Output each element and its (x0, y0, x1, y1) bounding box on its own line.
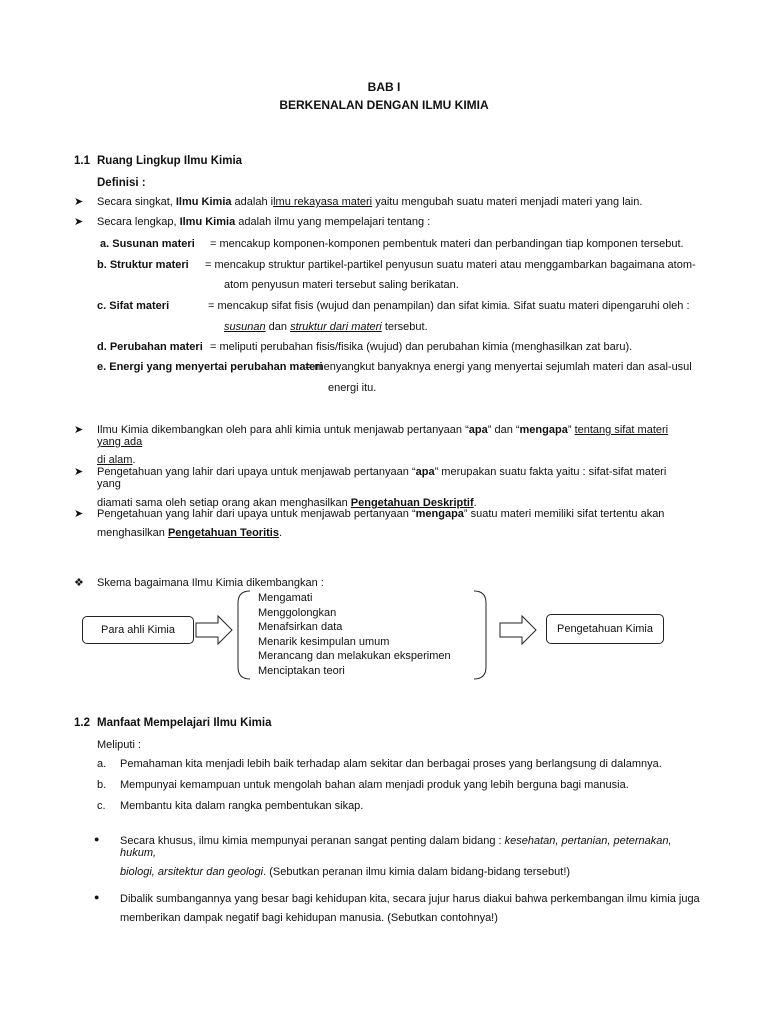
right-brace-icon (474, 591, 486, 679)
definition-long: Secara lengkap, Ilmu Kimia adalah ilmu yang mempelajari tentang : (97, 216, 431, 228)
paragraph-teoritis: Pengetahuan yang lahir dari upaya untuk menjawab pertanyaan “mengapa” suatu materi memiliki sifat tertentu akan menghasilkan Pengetahuan Teoritis. (97, 508, 665, 539)
process-step: Mengamati (258, 592, 313, 604)
section-heading: Manfaat Mempelajari Ilmu Kimia (97, 717, 272, 729)
section-heading: Ruang Lingkup Ilmu Kimia (97, 155, 243, 167)
item-label: c. Sifat materi (97, 300, 170, 312)
paragraph-peranan: Secara khusus, ilmu kimia mempunyai peranan sangat penting dalam bidang : kesehatan, pertanian, peternakan, hukum, biologi, arsitektur dan geologi. (Sebutkan peranan ilmu kimia dalam bidang-bidang tersebut!) (120, 835, 672, 878)
skema-caption: Skema bagaimana Ilmu Kimia dikembangkan : (97, 577, 324, 589)
item-text: = mencakup komponen-komponen pembentuk materi dan perbandingan tiap komponen tersebut. (210, 238, 684, 250)
item-label: b. Struktur materi (97, 259, 189, 271)
list-marker: a. (97, 758, 107, 770)
paragraph-deskriptif: Pengetahuan yang lahir dari upaya untuk menjawab pertanyaan “apa” merupakan suatu fakta yaitu : sifat-sifat materi yang diamati sama oleh setiap orang akan menghasilkan Pengetahuan Deskriptif. (97, 466, 667, 509)
item-text: = menyangkut banyaknya energi yang menyertai sejumlah materi dan asal-usul (305, 361, 692, 373)
definisi-label: Definisi : (97, 177, 146, 189)
list-marker: b. (97, 779, 107, 791)
flow-arrow-icon (500, 616, 536, 644)
item-label: a. Susunan materi (100, 238, 195, 250)
process-step: Merancang dan melakukan eksperimen (258, 650, 451, 663)
list-item: Mempunyai kemampuan untuk mengolah bahan alam menjadi produk yang lebih berguna bagi manusia. (120, 779, 629, 791)
box-label: Pengetahuan Kimia (556, 623, 653, 635)
arrow-bullet-icon: ➤ (74, 196, 84, 208)
arrow-bullet-icon: ➤ (74, 216, 84, 228)
box-pengetahuan-kimia (546, 614, 664, 644)
process-step: Menafsirkan data (258, 621, 343, 634)
process-step: Menggolongkan (258, 606, 337, 619)
paragraph-line: Dibalik sumbangannya yang besar bagi kehidupan kita, secara jujur harus diakui bahwa perkembangan ilmu kimia juga (120, 893, 700, 905)
flow-arrow-icon (196, 616, 232, 644)
list-marker: c. (97, 800, 106, 812)
box-para-ahli-kimia (82, 616, 194, 644)
left-brace-icon (238, 591, 250, 679)
list-item: Membantu kita dalam rangka pembentukan sikap. (120, 800, 364, 812)
paragraph-line: memberikan dampak negatif bagi kehidupan manusia. (Sebutkan contohnya!) (120, 912, 498, 924)
section-number: 1.2 (74, 717, 90, 729)
item-text-cont: atom penyusun materi tersebut saling berikatan. (224, 279, 459, 291)
arrow-bullet-icon: ➤ (74, 508, 84, 520)
arrow-bullet-icon: ➤ (74, 424, 84, 436)
section-number: 1.1 (74, 155, 90, 167)
item-text-cont: susunan dan struktur dari materi tersebut. (224, 321, 428, 333)
meliputi-label: Meliputi : (97, 739, 142, 751)
dot-bullet-icon: ● (94, 834, 100, 844)
process-step: Menarik kesimpulan umum (258, 635, 390, 648)
process-step: Menciptakan teori (258, 664, 345, 677)
diamond-bullet-icon: ❖ (74, 577, 84, 589)
paragraph-dampak (120, 893, 700, 924)
item-text: = mencakup sifat fisis (wujud dan penampilan) dan sifat kimia. Sifat suatu materi dipengaruhi oleh : (208, 300, 690, 312)
arrow-bullet-icon: ➤ (74, 466, 84, 478)
box-label: Para ahli Kimia (101, 624, 175, 636)
item-text: = meliputi perubahan fisis/fisika (wujud) dan perubahan kimia (menghasilkan zat baru). (210, 341, 633, 353)
item-text: = mencakup struktur partikel-partikel penyusun suatu materi atau menggambarkan bagaimana atom- (205, 259, 696, 271)
paragraph-apa-mengapa: Ilmu Kimia dikembangkan oleh para ahli kimia untuk menjawab pertanyaan “apa” dan “mengapa” tentang sifat materi yang ada di alam. (97, 424, 669, 466)
chapter-title: BERKENALAN DENGAN ILMU KIMIA (279, 98, 489, 112)
chapter-number: BAB I (367, 80, 401, 94)
item-text-cont: energi itu. (328, 382, 377, 394)
dot-bullet-icon: ● (94, 892, 100, 902)
list-item: Pemahaman kita menjadi lebih baik terhadap alam sekitar dan berbagai proses yang berlangsung di dalamnya. (120, 758, 662, 770)
definition-short: Secara singkat, Ilmu Kimia adalah ilmu rekayasa materi yaitu mengubah suatu materi menjadi materi yang lain. (97, 196, 643, 208)
item-label: e. Energi yang menyertai perubahan materi (97, 361, 323, 373)
item-label: d. Perubahan materi (97, 341, 203, 353)
process-steps (258, 591, 451, 679)
